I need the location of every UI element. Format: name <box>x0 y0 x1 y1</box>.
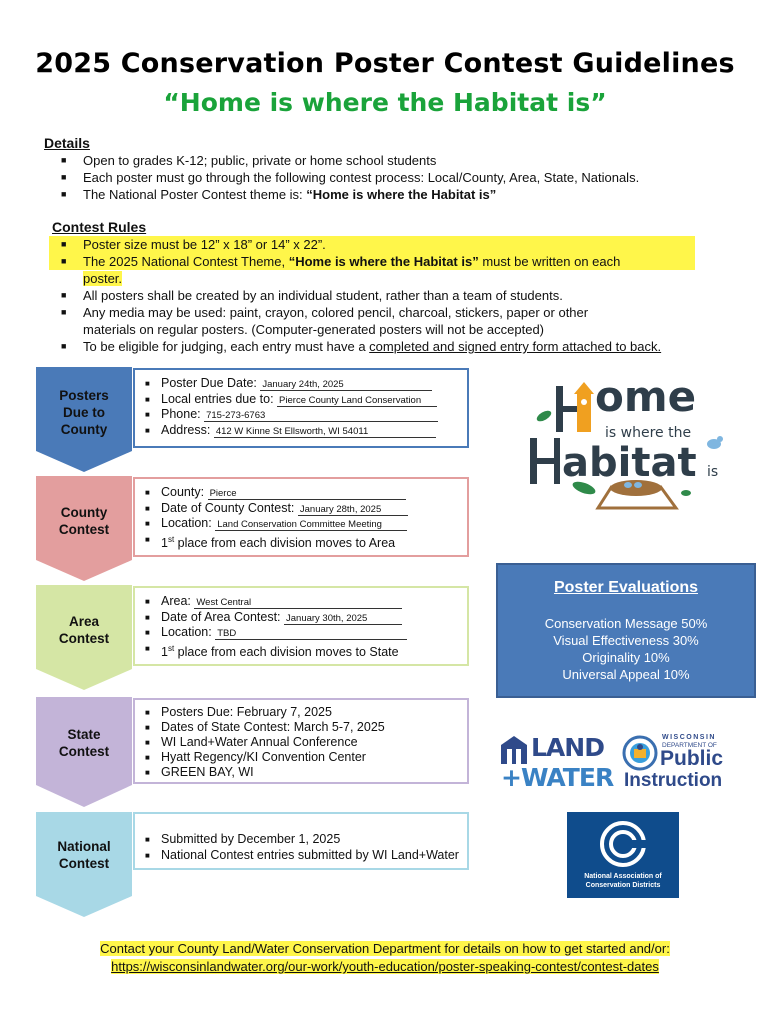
dpi-logo <box>622 733 732 795</box>
nacd-line1: National Association of <box>584 873 662 880</box>
address-value: 412 W Kinne St Ellsworth, WI 54011 <box>214 426 436 438</box>
county-line: ■ County: Pierce <box>145 485 408 501</box>
details-item: ■ Each poster must go through the following contest process: Local/County, Area, State, Nationals. <box>61 170 640 185</box>
land-water-logo <box>499 733 614 795</box>
phone-value: 715-273-6763 <box>204 410 438 422</box>
arrow-national-contest <box>36 812 132 917</box>
arrow-label: Contest <box>58 522 110 537</box>
logo-middle-text: is where the <box>605 425 692 441</box>
address-line: ■ Address: 412 W Kinne St Ellsworth, WI 54011 <box>145 423 438 439</box>
state-item: ■ Hyatt Regency/KI Convention Center <box>145 750 366 764</box>
evaluation-item: Visual Effectiveness 30% <box>553 633 699 648</box>
arrow-label: County <box>60 505 108 520</box>
arrow-county-contest <box>36 476 132 581</box>
stage-box-national <box>133 812 469 870</box>
arrow-label: National <box>57 839 111 854</box>
rule-item: ■ To be eligible for judging, each entry must have a completed and signed entry form attached to back. <box>61 339 662 354</box>
county-value: Pierce <box>208 488 406 500</box>
logo-habitat-text: abitat <box>562 440 697 486</box>
stage-box-county <box>133 477 469 557</box>
state-item: ■ GREEN BAY, WI <box>145 765 254 779</box>
area-location-value: TBD <box>215 628 407 640</box>
evaluation-item: Universal Appeal 10% <box>562 667 690 682</box>
evaluation-item: Originality 10% <box>582 650 670 665</box>
dpi-department: DEPARTMENT OF <box>662 742 717 749</box>
arrow-label: State <box>67 727 101 742</box>
state-item: ■ WI Land+Water Annual Conference <box>145 735 358 749</box>
logo-is-text: is <box>707 464 719 480</box>
nacd-line2: Conservation Districts <box>585 882 661 889</box>
rule-item: ■ The 2025 National Contest Theme, “Home is where the Habitat is” must be written on each poster. <box>61 253 752 287</box>
entry-form-text: completed and signed entry form attached to back. <box>369 339 662 354</box>
details-item: ■ Open to grades K-12; public, private or home school students <box>61 153 437 168</box>
arrow-label: Contest <box>58 744 110 759</box>
area-date-value: January 30th, 2025 <box>284 613 402 625</box>
nacd-emblem-icon <box>599 820 647 868</box>
poster-evaluations-box <box>496 563 756 698</box>
rule-item: ■ Any media may be used: paint, crayon, colored pencil, charcoal, stickers, paper or other materials on regular posters. (Computer-generated posters will not be accepted) <box>61 305 589 337</box>
state-item: ■ Dates of State Contest: March 5-7, 2025 <box>145 720 385 734</box>
arrow-label: Due to <box>63 405 105 420</box>
theme-bold: “Home is where the Habitat is” <box>306 187 497 202</box>
nacd-logo <box>567 812 679 898</box>
logo-home-text: ome <box>595 372 697 421</box>
stage-box-state <box>133 698 469 784</box>
rule-item: ■ Poster size must be 12” x 18” or 14” x 22”. <box>61 236 752 253</box>
stage-box-posters-due <box>133 368 469 448</box>
area-date-line: ■ Date of Area Contest: January 30th, 2025 <box>145 610 407 626</box>
national-item: ■ National Contest entries submitted by WI Land+Water <box>145 847 459 862</box>
area-location-line: ■ Location: TBD <box>145 625 407 641</box>
dpi-instruction: Instruction <box>624 770 723 791</box>
details-section <box>44 135 744 203</box>
evaluations-heading: Poster Evaluations <box>553 579 699 596</box>
county-date-line: ■ Date of County Contest: January 28th, 2025 <box>145 501 408 517</box>
dpi-seal-icon <box>622 735 658 771</box>
footer-contact-text: Contact your County Land/Water Conservation Department for details on how to get started and/or: <box>100 941 670 956</box>
rule-item: ■ All posters shall be created by an individual student, rather than a team of students. <box>61 288 563 303</box>
county-date-value: January 28th, 2025 <box>298 504 408 516</box>
barn-icon <box>499 735 529 765</box>
details-item: ■ The National Poster Contest theme is: “Home is where the Habitat is” <box>61 187 497 202</box>
county-location-line: ■ Location: Land Conservation Committee Meeting <box>145 516 408 532</box>
details-heading: Details <box>44 135 90 151</box>
state-item: ■ Posters Due: February 7, 2025 <box>145 705 332 719</box>
page-subtitle: “Home is where the Habitat is” <box>163 88 607 117</box>
area-place-line: ■ 1st place from each division moves to State <box>145 643 399 659</box>
arrow-posters-due <box>36 367 132 472</box>
arrow-area-contest <box>36 585 132 690</box>
county-place-line: ■ 1st place from each division moves to Area <box>145 534 396 550</box>
footer <box>0 940 770 976</box>
land-text: LAND <box>531 733 604 762</box>
evaluation-item: Conservation Message 50% <box>544 616 708 631</box>
arrow-label: County <box>60 422 108 437</box>
phone-line: ■ Phone: 715-273-6763 <box>145 407 438 423</box>
due-date-value: January 24th, 2025 <box>260 379 432 391</box>
stage-box-area <box>133 586 469 666</box>
arrow-label: Area <box>68 614 100 629</box>
due-date-line: ■ Poster Due Date: January 24th, 2025 <box>145 376 438 392</box>
arrow-label: Posters <box>59 388 109 403</box>
arrow-label: Contest <box>58 631 110 646</box>
dpi-public: Public <box>660 747 724 770</box>
rules-heading: Contest Rules <box>52 219 147 235</box>
footer-link[interactable]: https://wisconsinlandwater.org/our-work/youth-education/poster-speaking-contest/contest-dates <box>111 959 659 974</box>
page-title: 2025 Conservation Poster Contest Guidelines <box>35 48 735 79</box>
national-item: ■ Submitted by December 1, 2025 <box>145 832 341 846</box>
local-entries-line: ■ Local entries due to: Pierce County Land Conservation <box>145 392 438 408</box>
area-value: West Central <box>194 597 402 609</box>
dpi-wisconsin: WISCONSIN <box>662 734 716 741</box>
home-habitat-logo <box>516 368 732 510</box>
arrow-label: Contest <box>58 856 110 871</box>
rules-section <box>52 219 752 355</box>
water-text: +WATER <box>501 763 614 792</box>
arrow-state-contest <box>36 697 132 807</box>
county-location-value: Land Conservation Committee Meeting <box>215 519 407 531</box>
local-entries-value: Pierce County Land Conservation <box>277 395 437 407</box>
area-line: ■ Area: West Central <box>145 594 407 610</box>
